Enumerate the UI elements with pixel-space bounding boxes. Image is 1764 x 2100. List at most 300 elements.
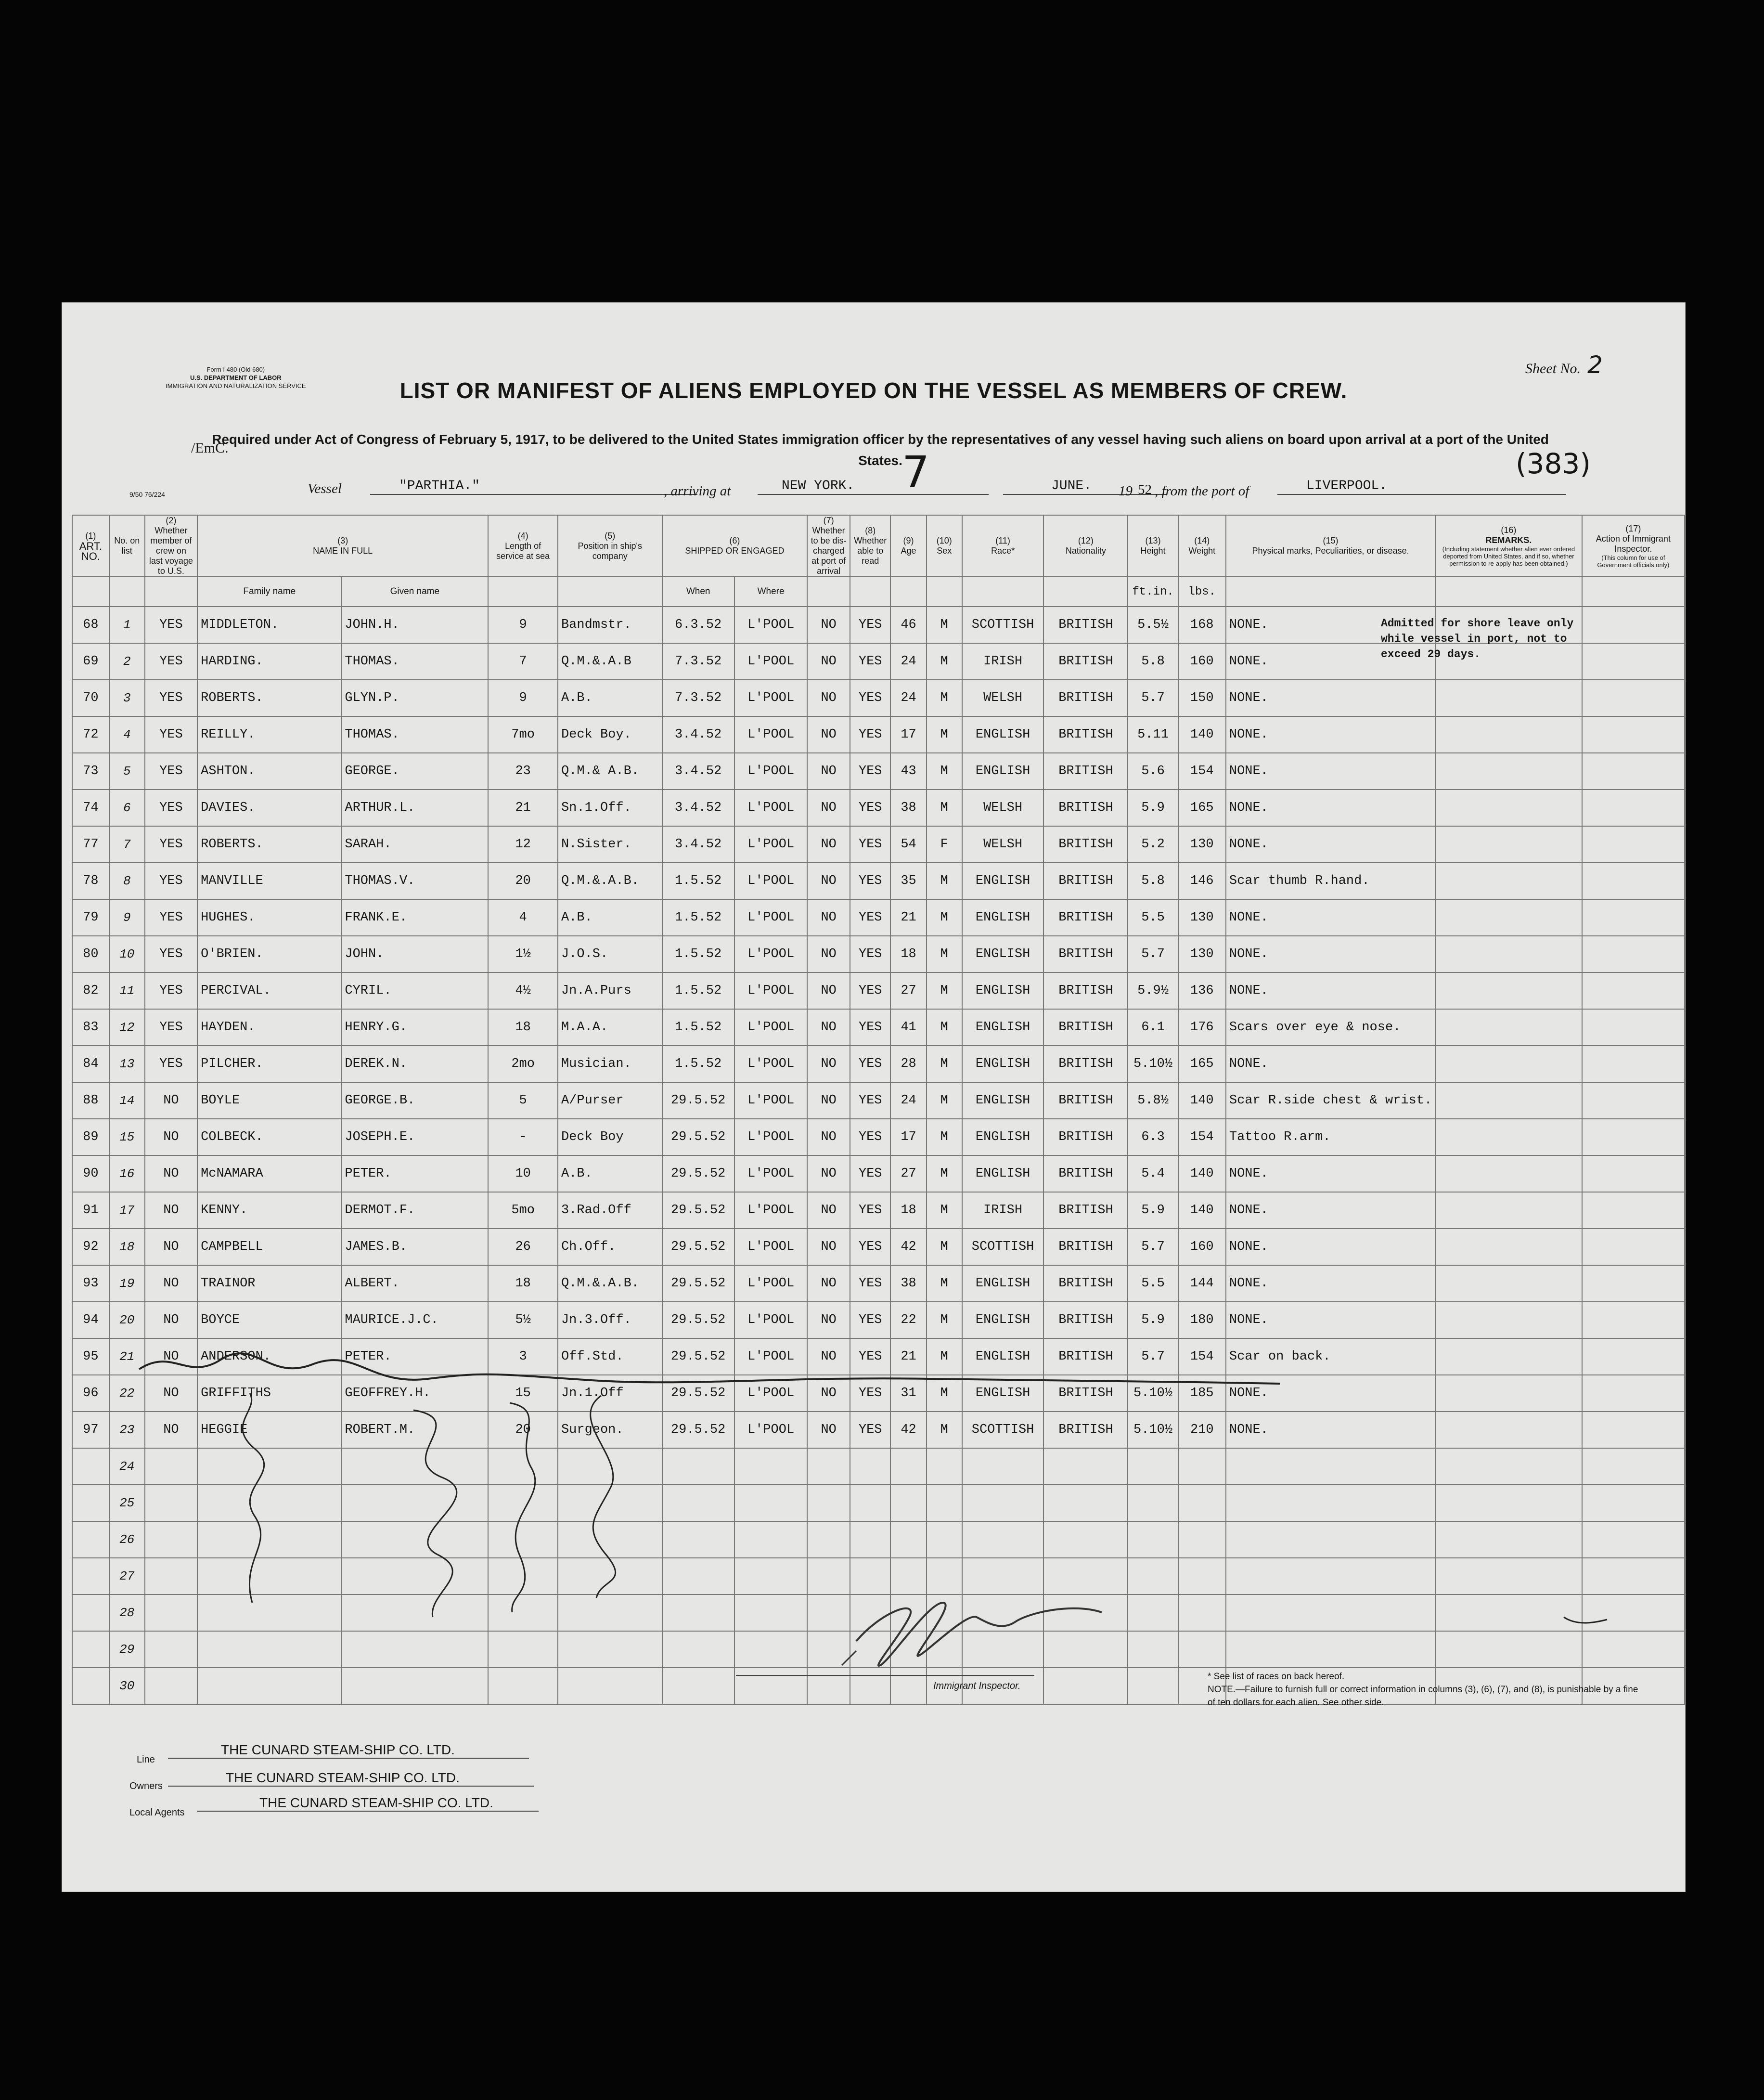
cell-weight: 168 (1178, 607, 1226, 643)
cell-nationality: BRITISH (1043, 1155, 1128, 1192)
cell-given: GEOFFREY.H. (341, 1375, 488, 1412)
cell-height: 5.5 (1128, 899, 1178, 936)
cell-where: L'POOL (734, 826, 808, 863)
cell-list-no: 2 (109, 643, 145, 680)
cell-height: 5.4 (1128, 1155, 1178, 1192)
cell-physical: Scars over eye & nose. (1226, 1009, 1435, 1046)
cell-nationality: BRITISH (1043, 1046, 1128, 1082)
cell-physical: NONE. (1226, 1302, 1435, 1338)
cell-length: 5mo (488, 1192, 558, 1229)
cell-position: J.O.S. (558, 936, 662, 972)
cell-race: WELSH (962, 790, 1044, 826)
col-race: (11) Race* (962, 515, 1044, 577)
cell-discharged: NO (807, 1338, 850, 1375)
cell-read: YES (850, 826, 890, 863)
cell-list-no: 24 (109, 1448, 145, 1485)
cell-where: L'POOL (734, 1009, 808, 1046)
cell-family: HAYDEN. (197, 1009, 341, 1046)
cell-discharged: NO (807, 1192, 850, 1229)
cell-member: NO (145, 1338, 197, 1375)
from-port-label: , from the port of (1155, 483, 1249, 499)
cell-height: 5.11 (1128, 716, 1178, 753)
cell-member: YES (145, 716, 197, 753)
cell-where: L'POOL (734, 1082, 808, 1119)
cell-member: YES (145, 680, 197, 716)
cell-when: 29.5.52 (662, 1082, 734, 1119)
cell-when: 6.3.52 (662, 607, 734, 643)
cell-read: YES (850, 936, 890, 972)
cell-given: HENRY.G. (341, 1009, 488, 1046)
cell-where: L'POOL (734, 790, 808, 826)
small-code: 9/50 76/224 (129, 491, 165, 498)
cell-member: YES (145, 899, 197, 936)
cell-nationality: BRITISH (1043, 680, 1128, 716)
cell-given: JAMES.B. (341, 1229, 488, 1265)
cell-age: 27 (890, 972, 926, 1009)
cell-position: A/Purser (558, 1082, 662, 1119)
cell-length: 23 (488, 753, 558, 790)
cell-height: 5.7 (1128, 680, 1178, 716)
cell-physical: NONE. (1226, 1192, 1435, 1229)
inspector-line (736, 1675, 1034, 1676)
cell-height: 5.2 (1128, 826, 1178, 863)
cell-sex: M (927, 1375, 962, 1412)
cell-physical: Tattoo R.arm. (1226, 1119, 1435, 1155)
cell-length: 18 (488, 1009, 558, 1046)
cell-where: L'POOL (734, 936, 808, 972)
cell-length: 7 (488, 643, 558, 680)
cell-length: 15 (488, 1375, 558, 1412)
cell-member: NO (145, 1265, 197, 1302)
cell-family: PERCIVAL. (197, 972, 341, 1009)
cell-nationality: BRITISH (1043, 1119, 1128, 1155)
cell-list-no: 19 (109, 1265, 145, 1302)
cell-sex: F (927, 826, 962, 863)
cell-list-no: 16 (109, 1155, 145, 1192)
cell-member: NO (145, 1155, 197, 1192)
cell-family: PILCHER. (197, 1046, 341, 1082)
cell-art-no: 74 (72, 790, 109, 826)
cell-age: 46 (890, 607, 926, 643)
cell-age: 54 (890, 826, 926, 863)
cell-physical: NONE. (1226, 716, 1435, 753)
cell-list-no: 4 (109, 716, 145, 753)
cell-given: DERMOT.F. (341, 1192, 488, 1229)
cell-weight: 185 (1178, 1375, 1226, 1412)
col-no-on-list: No. on list (109, 515, 145, 577)
cell-sex: M (927, 1302, 962, 1338)
cell-read: YES (850, 607, 890, 643)
cell-age: 42 (890, 1229, 926, 1265)
cell-list-no: 25 (109, 1485, 145, 1521)
cell-read: YES (850, 1229, 890, 1265)
cell-list-no: 11 (109, 972, 145, 1009)
cell-when: 1.5.52 (662, 972, 734, 1009)
cell-discharged: NO (807, 1302, 850, 1338)
cell-length: 9 (488, 607, 558, 643)
page-subtitle: Required under Act of Congress of February 5, 1917, to be delivered to the United States immigration officer by the representatives of any vessel having such aliens on board upon arrival at a port of the United States. (212, 432, 1549, 468)
cell-nationality: BRITISH (1043, 607, 1128, 643)
cell-discharged: NO (807, 680, 850, 716)
cell-sex: M (927, 716, 962, 753)
cell-when: 1.5.52 (662, 936, 734, 972)
cell-length: 10 (488, 1155, 558, 1192)
cell-height: 5.7 (1128, 1338, 1178, 1375)
cell-list-no: 17 (109, 1192, 145, 1229)
cell-list-no: 12 (109, 1009, 145, 1046)
cell-height: 5.10½ (1128, 1375, 1178, 1412)
year-prefix: 19 (1119, 483, 1133, 499)
col-weight: (14) Weight (1178, 515, 1226, 577)
cell-position: A.B. (558, 899, 662, 936)
cell-height: 5.8 (1128, 643, 1178, 680)
cell-family: MANVILLE (197, 863, 341, 899)
cell-position: Jn.1.Off (558, 1375, 662, 1412)
cell-family: HARDING. (197, 643, 341, 680)
col-position: (5) Position in ship's company (558, 515, 662, 577)
cell-art-no: 89 (72, 1119, 109, 1155)
cell-family: REILLY. (197, 716, 341, 753)
departure-port: LIVERPOOL. (1277, 479, 1566, 495)
cell-member: YES (145, 607, 197, 643)
cell-nationality: BRITISH (1043, 1082, 1128, 1119)
cell-discharged: NO (807, 1229, 850, 1265)
cell-discharged: NO (807, 716, 850, 753)
cell-race: WELSH (962, 680, 1044, 716)
arrival-month: JUNE. (1003, 479, 1167, 495)
footnotes: * See list of races on back hereof. NOTE.—Failure to furnish full or correct information in columns (3), (6), (7), and (8), is punishable by a fine of ten dollars for each alien. See other side. (1208, 1672, 1638, 1708)
cell-read: YES (850, 643, 890, 680)
inspector-label: Immigrant Inspector. (933, 1681, 1021, 1691)
cell-physical: Scar R.side chest & wrist. (1226, 1082, 1435, 1119)
strike-marks (62, 303, 1685, 1892)
agents-value: THE CUNARD STEAM-SHIP CO. LTD. (197, 1795, 539, 1812)
cell-physical: NONE. (1226, 607, 1435, 643)
cell-race: ENGLISH (962, 1302, 1044, 1338)
cell-read: YES (850, 1082, 890, 1119)
cell-physical: NONE. (1226, 1375, 1435, 1412)
cell-list-no: 15 (109, 1119, 145, 1155)
cell-weight: 165 (1178, 790, 1226, 826)
cell-list-no: 27 (109, 1558, 145, 1594)
cell-age: 18 (890, 936, 926, 972)
cell-nationality: BRITISH (1043, 1265, 1128, 1302)
cell-race: SCOTTISH (962, 1412, 1044, 1448)
cell-given: CYRIL. (341, 972, 488, 1009)
cell-art-no: 95 (72, 1338, 109, 1375)
weight-unit: lbs. (1178, 577, 1226, 607)
cell-read: YES (850, 1119, 890, 1155)
cell-weight: 130 (1178, 936, 1226, 972)
col-read: (8) Whether able to read (850, 515, 890, 577)
cell-read: YES (850, 863, 890, 899)
cell-discharged: NO (807, 936, 850, 972)
cell-physical: NONE. (1226, 972, 1435, 1009)
cell-sex: M (927, 1192, 962, 1229)
cell-list-no: 29 (109, 1631, 145, 1668)
cell-where: L'POOL (734, 716, 808, 753)
cell-position: N.Sister. (558, 826, 662, 863)
vessel-name: "PARTHIA." (370, 479, 697, 495)
cell-length: 5 (488, 1082, 558, 1119)
cell-nationality: BRITISH (1043, 972, 1128, 1009)
agents-label: Local Agents (129, 1807, 185, 1818)
cell-list-no: 26 (109, 1521, 145, 1558)
cell-age: 35 (890, 863, 926, 899)
cell-length: 2mo (488, 1046, 558, 1082)
cell-read: YES (850, 1412, 890, 1448)
cell-weight: 150 (1178, 680, 1226, 716)
cell-given: ROBERT.M. (341, 1412, 488, 1448)
line-value: THE CUNARD STEAM-SHIP CO. LTD. (168, 1742, 529, 1759)
cell-physical: NONE. (1226, 899, 1435, 936)
cell-art-no: 83 (72, 1009, 109, 1046)
cell-discharged: NO (807, 1265, 850, 1302)
cell-family: GRIFFITHS (197, 1375, 341, 1412)
cell-race: IRISH (962, 643, 1044, 680)
cell-length: 1½ (488, 936, 558, 972)
cell-read: YES (850, 972, 890, 1009)
cell-given: JOHN.H. (341, 607, 488, 643)
cell-weight: 140 (1178, 1082, 1226, 1119)
cell-height: 5.9 (1128, 1192, 1178, 1229)
cell-sex: M (927, 680, 962, 716)
cell-family: ROBERTS. (197, 826, 341, 863)
col-action: (17) Action of Immigrant Inspector. (This column for use of Government officials only) (1582, 515, 1685, 577)
cell-family: MIDDLETON. (197, 607, 341, 643)
cell-position: Deck Boy. (558, 716, 662, 753)
cell-nationality: BRITISH (1043, 1338, 1128, 1375)
cell-race: SCOTTISH (962, 607, 1044, 643)
arriving-label: , arriving at (664, 483, 731, 499)
cell-family: HEGGIE (197, 1412, 341, 1448)
cell-family: BOYCE (197, 1302, 341, 1338)
col-height: (13) Height (1128, 515, 1178, 577)
cell-race: SCOTTISH (962, 1229, 1044, 1265)
cell-family: ANDERSON. (197, 1338, 341, 1375)
cell-read: YES (850, 716, 890, 753)
cell-length: 4½ (488, 972, 558, 1009)
cell-length: 21 (488, 790, 558, 826)
cell-list-no: 1 (109, 607, 145, 643)
cell-read: YES (850, 1009, 890, 1046)
cell-position: A.B. (558, 680, 662, 716)
cell-read: YES (850, 753, 890, 790)
cell-physical: NONE. (1226, 1155, 1435, 1192)
cell-art-no: 93 (72, 1265, 109, 1302)
cell-height: 5.8½ (1128, 1082, 1178, 1119)
cell-member: NO (145, 1412, 197, 1448)
cell-read: YES (850, 1046, 890, 1082)
cell-age: 41 (890, 1009, 926, 1046)
cell-nationality: BRITISH (1043, 790, 1128, 826)
cell-sex: M (927, 899, 962, 936)
cell-weight: 176 (1178, 1009, 1226, 1046)
year-suffix: 52 (1138, 482, 1152, 497)
cell-length: 7mo (488, 716, 558, 753)
cell-weight: 140 (1178, 1192, 1226, 1229)
cell-sex: M (927, 1229, 962, 1265)
cell-height: 5.6 (1128, 753, 1178, 790)
cell-art-no: 96 (72, 1375, 109, 1412)
cell-length: 18 (488, 1265, 558, 1302)
cell-weight: 140 (1178, 1155, 1226, 1192)
cell-discharged: NO (807, 1009, 850, 1046)
cell-age: 38 (890, 1265, 926, 1302)
cell-art-no: 84 (72, 1046, 109, 1082)
cell-member: NO (145, 1375, 197, 1412)
cell-sex: M (927, 1119, 962, 1155)
cell-sex: M (927, 1009, 962, 1046)
cell-list-no: 10 (109, 936, 145, 972)
cell-member: YES (145, 863, 197, 899)
cell-given: THOMAS. (341, 716, 488, 753)
col-discharged: (7) Whether to be dis-charged at port of arrival (807, 515, 850, 577)
cell-nationality: BRITISH (1043, 716, 1128, 753)
cell-race: ENGLISH (962, 972, 1044, 1009)
cell-age: 27 (890, 1155, 926, 1192)
cell-where: L'POOL (734, 1155, 808, 1192)
cell-art-no: 78 (72, 863, 109, 899)
cell-discharged: NO (807, 1412, 850, 1448)
height-unit: ft.in. (1128, 577, 1178, 607)
cell-member: YES (145, 643, 197, 680)
cell-list-no: 5 (109, 753, 145, 790)
cell-art-no: 82 (72, 972, 109, 1009)
cell-when: 1.5.52 (662, 863, 734, 899)
page-title: LIST OR MANIFEST OF ALIENS EMPLOYED ON THE VESSEL AS MEMBERS OF CREW. (399, 378, 1348, 403)
cell-given: MAURICE.J.C. (341, 1302, 488, 1338)
cell-list-no: 8 (109, 863, 145, 899)
vessel-label: Vessel (308, 481, 342, 496)
cell-family: COLBECK. (197, 1119, 341, 1155)
cell-when: 3.4.52 (662, 826, 734, 863)
cell-given: DEREK.N. (341, 1046, 488, 1082)
cell-art-no: 73 (72, 753, 109, 790)
cell-art-no: 97 (72, 1412, 109, 1448)
cell-age: 21 (890, 1338, 926, 1375)
remarks-note: Admitted for shore leave only while vessel in port, not to exceed 29 days. (1381, 617, 1574, 661)
cell-weight: 165 (1178, 1046, 1226, 1082)
cell-position: Q.M.& A.B. (558, 753, 662, 790)
cell-discharged: NO (807, 1119, 850, 1155)
cell-given: GEORGE.B. (341, 1082, 488, 1119)
cell-member: YES (145, 972, 197, 1009)
cell-family: McNAMARA (197, 1155, 341, 1192)
cell-physical: Scar thumb R.hand. (1226, 863, 1435, 899)
cell-when: 29.5.52 (662, 1192, 734, 1229)
col-name-in-full: (3) NAME IN FULL (197, 515, 488, 577)
cell-length: 26 (488, 1229, 558, 1265)
cell-list-no: 3 (109, 680, 145, 716)
cell-physical: NONE. (1226, 753, 1435, 790)
cell-sex: M (927, 1155, 962, 1192)
cell-position: Sn.1.Off. (558, 790, 662, 826)
cell-discharged: NO (807, 790, 850, 826)
cell-weight: 210 (1178, 1412, 1226, 1448)
cell-position: Jn.A.Purs (558, 972, 662, 1009)
cell-weight: 154 (1178, 753, 1226, 790)
cell-physical: NONE. (1226, 1046, 1435, 1082)
cell-where: L'POOL (734, 643, 808, 680)
cell-physical: NONE. (1226, 826, 1435, 863)
cell-physical: Scar on back. (1226, 1338, 1435, 1375)
cell-given: JOSEPH.E. (341, 1119, 488, 1155)
cell-length: 20 (488, 1412, 558, 1448)
cell-nationality: BRITISH (1043, 1192, 1128, 1229)
form-number: Form I 480 (Old 680) U.S. DEPARTMENT OF LABOR IMMIGRATION AND NATURALIZATION SERVICE (166, 366, 306, 389)
cell-read: YES (850, 1338, 890, 1375)
cell-discharged: NO (807, 863, 850, 899)
cell-family: BOYLE (197, 1082, 341, 1119)
cell-height: 5.5 (1128, 1265, 1178, 1302)
cell-family: ROBERTS. (197, 680, 341, 716)
cell-when: 29.5.52 (662, 1155, 734, 1192)
cell-sex: M (927, 1412, 962, 1448)
col-length-service: (4) Length of service at sea (488, 515, 558, 577)
cell-when: 3.4.52 (662, 753, 734, 790)
cell-position: M.A.A. (558, 1009, 662, 1046)
cell-age: 21 (890, 899, 926, 936)
cell-age: 22 (890, 1302, 926, 1338)
cell-height: 6.1 (1128, 1009, 1178, 1046)
cell-read: YES (850, 1375, 890, 1412)
cell-age: 17 (890, 1119, 926, 1155)
cell-height: 5.10½ (1128, 1046, 1178, 1082)
line-label: Line (137, 1754, 155, 1765)
cell-when: 3.4.52 (662, 716, 734, 753)
cell-position: Q.M.&.A.B. (558, 1265, 662, 1302)
cell-sex: M (927, 1082, 962, 1119)
cell-when: 29.5.52 (662, 1375, 734, 1412)
cell-height: 5.9½ (1128, 972, 1178, 1009)
cell-given: ARTHUR.L. (341, 790, 488, 826)
when-header: When (662, 577, 734, 607)
cell-when: 1.5.52 (662, 1009, 734, 1046)
cell-list-no: 9 (109, 899, 145, 936)
cell-race: WELSH (962, 826, 1044, 863)
cell-nationality: BRITISH (1043, 753, 1128, 790)
cell-read: YES (850, 1302, 890, 1338)
cell-member: YES (145, 753, 197, 790)
cell-discharged: NO (807, 1155, 850, 1192)
cell-discharged: NO (807, 607, 850, 643)
cell-length: 4 (488, 899, 558, 936)
cell-art-no: 77 (72, 826, 109, 863)
cell-read: YES (850, 1192, 890, 1229)
cell-given: JOHN. (341, 936, 488, 972)
cell-list-no: 7 (109, 826, 145, 863)
cell-when: 29.5.52 (662, 1119, 734, 1155)
manifest-page (62, 302, 1686, 1892)
cell-nationality: BRITISH (1043, 863, 1128, 899)
cell-where: L'POOL (734, 1412, 808, 1448)
cell-height: 5.7 (1128, 936, 1178, 972)
cell-list-no: 14 (109, 1082, 145, 1119)
cell-member: NO (145, 1119, 197, 1155)
cell-art-no: 69 (72, 643, 109, 680)
family-name-header: Family name (197, 577, 341, 607)
cell-position: Musician. (558, 1046, 662, 1082)
cell-height: 5.9 (1128, 790, 1178, 826)
cell-race: ENGLISH (962, 936, 1044, 972)
col-nationality: (12) Nationality (1043, 515, 1128, 577)
cell-race: ENGLISH (962, 716, 1044, 753)
cell-discharged: NO (807, 972, 850, 1009)
cell-given: PETER. (341, 1155, 488, 1192)
cell-where: L'POOL (734, 607, 808, 643)
cell-sex: M (927, 863, 962, 899)
